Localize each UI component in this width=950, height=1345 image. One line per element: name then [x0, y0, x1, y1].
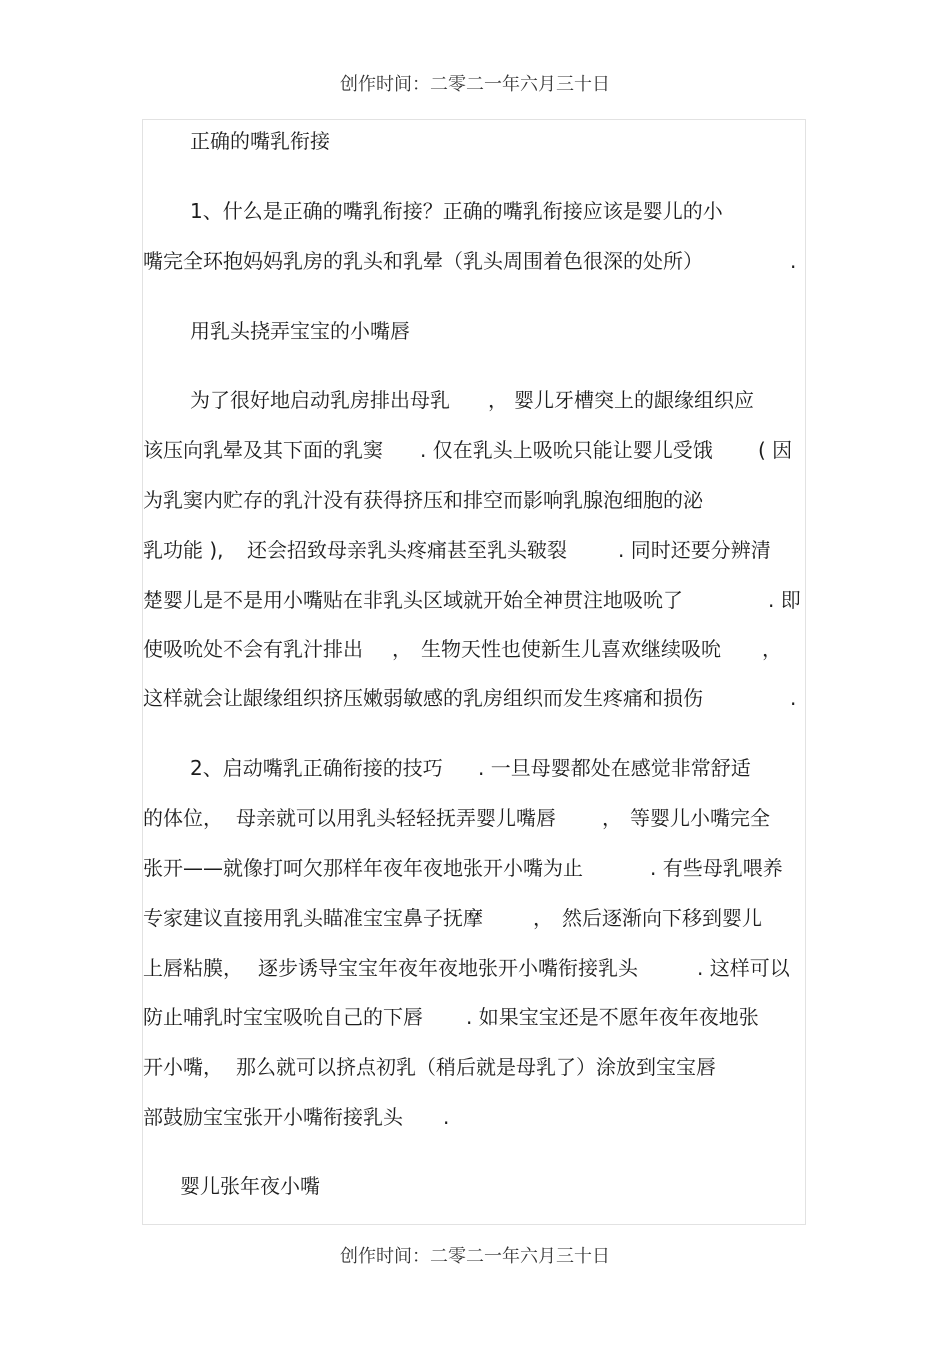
text-line: 还会招致母亲乳头疼痛甚至乳头皲裂: [247, 538, 567, 562]
text-line: . 如果宝宝还是不愿年夜年夜地张: [466, 1005, 759, 1029]
text-line: .: [443, 1105, 450, 1129]
text-line: ，: [488, 388, 508, 412]
text-line: 然后逐渐向下移到婴儿: [562, 906, 762, 930]
page-header: 创作时间：二零二一年六月三十日: [340, 74, 610, 95]
text-line: . 即: [768, 588, 801, 612]
text-line: 母亲就可以用乳头轻轻抚弄婴儿嘴唇: [236, 806, 556, 830]
text-line: 上唇粘膜，: [143, 956, 243, 980]
text-line: 那么就可以挤点初乳（稍后就是母乳了）涂放到宝宝唇: [236, 1055, 716, 1079]
text-line: 部鼓励宝宝张开小嘴衔接乳头: [143, 1105, 403, 1129]
text-line: 为乳窦内贮存的乳汁没有获得挤压和排空而影响乳腺泡细胞的泌: [143, 488, 703, 512]
text-line: . 仅在乳头上吸吮只能让婴儿受饿: [420, 438, 713, 462]
text-line: 的体位，: [143, 806, 223, 830]
text-line: 为了很好地启动乳房排出母乳: [190, 388, 450, 412]
text-line: 婴儿牙槽突上的龈缘组织应: [514, 388, 754, 412]
text-line: 这样就会让龈缘组织挤压嫩弱敏感的乳房组织而发生疼痛和损伤: [143, 686, 703, 710]
text-line: ，: [762, 637, 782, 661]
text-line: 生物天性也使新生儿喜欢继续吸吮: [421, 637, 721, 661]
text-line: ，: [602, 806, 622, 830]
text-line: . 有些母乳喂养: [650, 856, 783, 880]
text-line: ，: [533, 906, 553, 930]
text-line: 嘴完全环抱妈妈乳房的乳头和乳晕（乳头周围着色很深的处所）: [143, 249, 703, 273]
text-line: 防止哺乳时宝宝吸吮自己的下唇: [143, 1005, 423, 1029]
text-line: 开小嘴，: [143, 1055, 223, 1079]
text-line: . 同时还要分辨清: [618, 538, 771, 562]
text-line: 该压向乳晕及其下面的乳窦: [143, 438, 383, 462]
text-line: 2、启动嘴乳正确衔接的技巧: [190, 756, 443, 780]
text-line: 等婴儿小嘴完全: [630, 806, 770, 830]
text-line: . 这样可以: [697, 956, 790, 980]
text-line: 专家建议直接用乳头瞄准宝宝鼻子抚摩: [143, 906, 483, 930]
subheading: 用乳头挠弄宝宝的小嘴唇: [190, 319, 410, 343]
page-footer: 创作时间：二零二一年六月三十日: [340, 1246, 610, 1267]
text-line: 1、什么是正确的嘴乳衔接？正确的嘴乳衔接应该是婴儿的小: [190, 199, 723, 223]
text-line: . 一旦母婴都处在感觉非常舒适: [478, 756, 751, 780]
text-line: 使吸吮处不会有乳汁排出: [143, 637, 363, 661]
text-line: 张开——就像打呵欠那样年夜年夜地张开小嘴为止: [143, 856, 583, 880]
text-line: .: [790, 249, 797, 273]
text-line: .: [790, 686, 797, 710]
text-line: ，: [392, 637, 412, 661]
text-line: ( 因: [758, 438, 793, 462]
text-line: 乳功能 ),: [143, 538, 224, 562]
text-line: 楚婴儿是不是用小嘴贴在非乳头区域就开始全神贯注地吸吮了: [143, 588, 683, 612]
text-line: 逐步诱导宝宝年夜年夜地张开小嘴衔接乳头: [258, 956, 638, 980]
title: 正确的嘴乳衔接: [190, 129, 330, 153]
subheading: 婴儿张年夜小嘴: [180, 1174, 320, 1198]
